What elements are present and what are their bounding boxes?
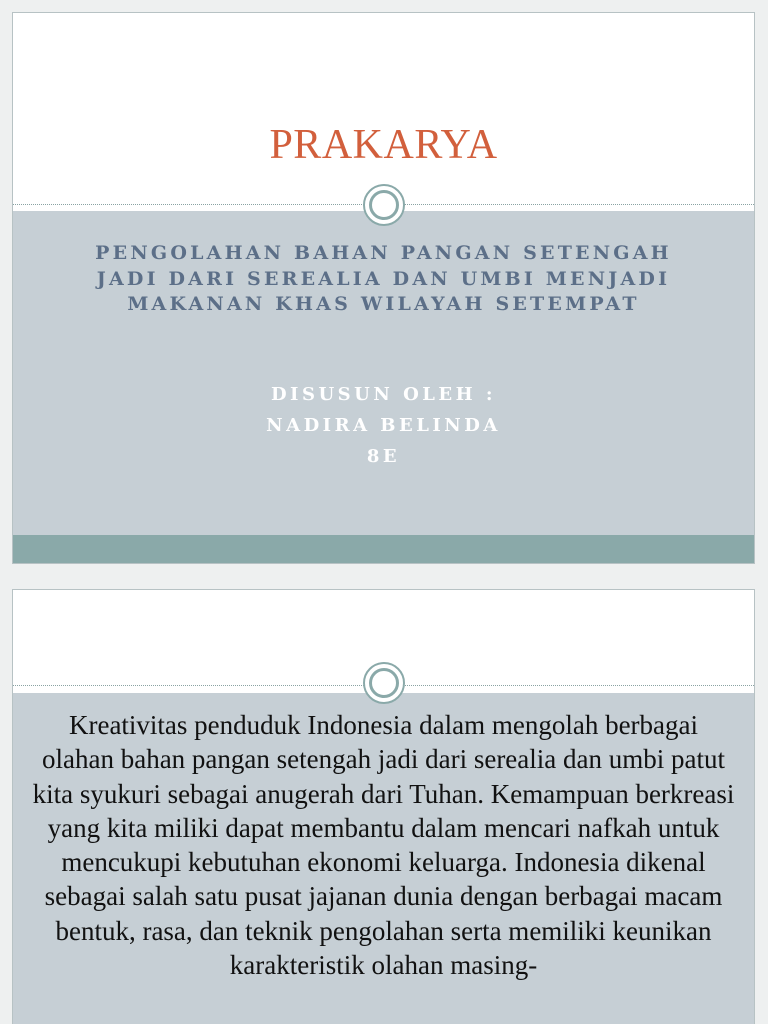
slide-body-text: Kreativitas penduduk Indonesia dalam mengolah berbagai olahan bahan pangan setengah jadi dari serealia dan umbi patut kita syukuri sebagai anugerah dari Tuhan. Kemampuan berkreasi yang kita miliki dapat membantu dalam mencari nafkah untuk mencukupi kebutuhan ekonomi keluarga. Indonesia dikenal sebagai salah satu pusat jajanan dunia dengan berbagai macam bentuk, rasa, dan teknik pengolahan serta memiliki keunikan karakteristik olahan masing- bbox=[32, 710, 735, 981]
author-name: NADIRA BELINDA bbox=[266, 415, 501, 436]
accent-bar bbox=[13, 535, 754, 564]
author-label: DISUSUN OLEH : bbox=[270, 384, 497, 405]
slide-2[interactable] bbox=[12, 589, 755, 1024]
author-class: 8E bbox=[366, 446, 401, 467]
slide-1[interactable] bbox=[12, 12, 755, 564]
double-ring-icon bbox=[363, 662, 405, 704]
slide-title: PRAKARYA bbox=[269, 122, 498, 168]
author-block bbox=[13, 379, 754, 472]
slide-subtitle: PENGOLAHAN BAHAN PANGAN SETENGAH JADI DARI SEREALIA DAN UMBI MENJADI MAKANAN KHAS WILAYAH SETEMPAT bbox=[95, 242, 672, 315]
double-ring-icon bbox=[363, 184, 405, 226]
